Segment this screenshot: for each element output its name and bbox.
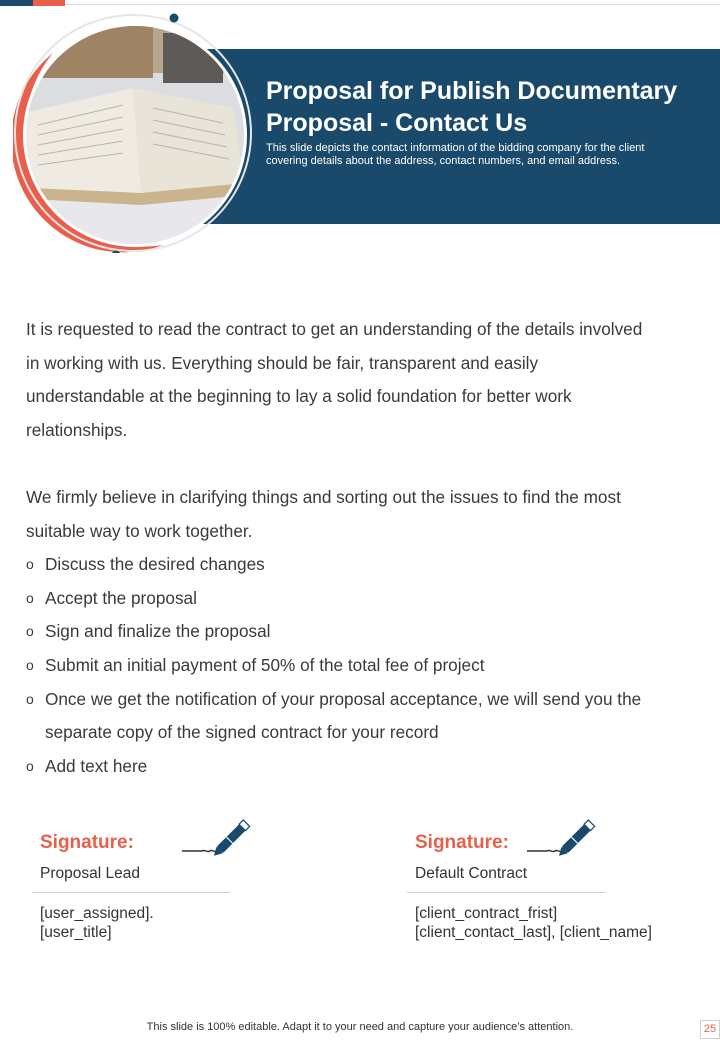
signature-field-1: [client_contract_frist] bbox=[415, 905, 558, 922]
page-subtitle bbox=[266, 142, 706, 168]
signature-field-2: [user_title] bbox=[40, 924, 112, 941]
signature-field-1: [user_assigned]. bbox=[40, 905, 154, 922]
paragraph-2-line: We firmly believe in clarifying things and sorting out the issues to find the most bbox=[26, 486, 621, 507]
paragraph-1-line: understandable at the beginning to lay a solid foundation for better work bbox=[26, 386, 572, 407]
top-bar-navy-segment bbox=[0, 0, 33, 6]
subtitle-line-1: This slide depicts the contact information of the bidding company for the client bbox=[266, 142, 645, 154]
top-bar-red-segment bbox=[33, 0, 65, 6]
paragraph-1-line: It is requested to read the contract to get an understanding of the details involved bbox=[26, 319, 643, 339]
paragraph-1-line: relationships. bbox=[26, 419, 128, 440]
body-text bbox=[26, 313, 706, 783]
pen-signature-icon bbox=[180, 815, 254, 857]
bullet-marker: o bbox=[26, 656, 34, 673]
footer-note: This slide is 100% editable. Adapt it to your need and capture your audience’s attention. bbox=[146, 1021, 574, 1033]
bullet-marker: o bbox=[26, 556, 34, 573]
bullet-marker: o bbox=[26, 757, 34, 774]
signature-role: Proposal Lead bbox=[40, 865, 140, 882]
signature-field-2: [client_contact_last], [client_name] bbox=[415, 924, 652, 941]
book-photo-circle bbox=[13, 13, 253, 253]
title-line-1: Proposal for Publish Documentary bbox=[266, 77, 678, 105]
signature-fields bbox=[40, 904, 154, 942]
signature-divider bbox=[407, 892, 605, 893]
page-title bbox=[266, 75, 706, 139]
header-photo bbox=[13, 13, 253, 253]
subtitle-line-2: covering details about the address, contact numbers, and email address. bbox=[266, 155, 621, 167]
list-item: o Submit an initial payment of 50% of the total fee of project bbox=[26, 649, 706, 683]
list-item: o Sign and finalize the proposal bbox=[26, 615, 706, 649]
dot-top bbox=[170, 14, 179, 23]
list-item: o Accept the proposal bbox=[26, 582, 706, 616]
signature-role: Default Contract bbox=[415, 865, 527, 882]
list-item: o Once we get the notification of your proposal acceptance, we will send you the bbox=[26, 683, 706, 717]
bullet-marker: o bbox=[26, 589, 34, 606]
page-number: 25 bbox=[700, 1020, 720, 1039]
list-item: o Discuss the desired changes bbox=[26, 548, 706, 582]
bullet-marker: o bbox=[26, 623, 34, 640]
list-item-continuation: separate copy of the signed contract for your record bbox=[45, 722, 439, 743]
top-accent-bar bbox=[0, 0, 720, 6]
signature-label: Signature: bbox=[40, 832, 134, 853]
signature-label: Signature: bbox=[415, 832, 509, 853]
signature-divider bbox=[32, 892, 230, 893]
bullet-list bbox=[26, 548, 706, 783]
paragraph-2-line: suitable way to work together. bbox=[26, 520, 253, 541]
bullet-marker: o bbox=[26, 690, 34, 707]
list-item: o Add text here bbox=[26, 750, 706, 784]
top-rule bbox=[65, 4, 720, 5]
signature-fields bbox=[415, 904, 652, 942]
paragraph-1-line: in working with us. Everything should be fair, transparent and easily bbox=[26, 352, 539, 373]
title-line-2: Proposal - Contact Us bbox=[266, 109, 528, 137]
pen-signature-icon bbox=[525, 815, 599, 857]
